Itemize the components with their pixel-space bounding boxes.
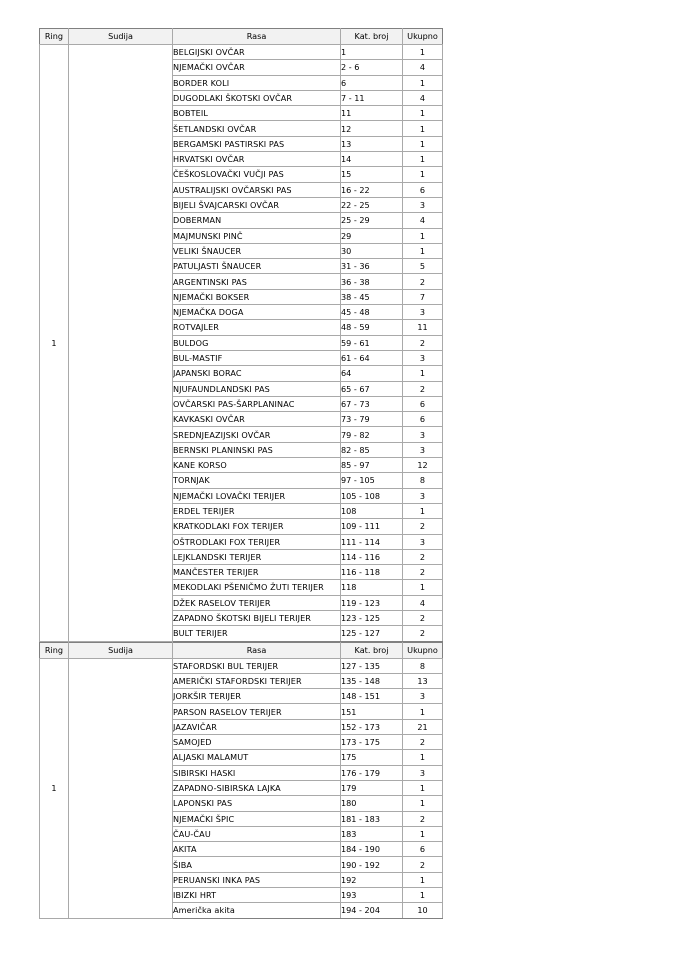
- cell-ukupno: 2: [403, 274, 443, 289]
- cell-rasa: ČEŠKOSLOVAČKI VUČJI PAS: [173, 167, 341, 182]
- cell-ukupno: 3: [403, 197, 443, 212]
- cell-ukupno: 1: [403, 228, 443, 243]
- cell-rasa: ARGENTINSKI PAS: [173, 274, 341, 289]
- cell-kat-broj: 15: [341, 167, 403, 182]
- cell-rasa: ERDEL TERIJER: [173, 503, 341, 518]
- cell-ukupno: 2: [403, 857, 443, 872]
- cell-rasa: NJEMAČKI OVČAR: [173, 60, 341, 75]
- cell-rasa: AKITA: [173, 842, 341, 857]
- cell-rasa: KANE KORSO: [173, 458, 341, 473]
- cell-kat-broj: 36 - 38: [341, 274, 403, 289]
- cell-ukupno: 1: [403, 152, 443, 167]
- cell-rasa: IBIZKI HRT: [173, 888, 341, 903]
- cell-rasa: AMERIČKI STAFORDSKI TERIJER: [173, 673, 341, 688]
- cell-kat-broj: 118: [341, 580, 403, 595]
- cell-kat-broj: 111 - 114: [341, 534, 403, 549]
- cell-kat-broj: 119 - 123: [341, 595, 403, 610]
- cell-kat-broj: 1: [341, 45, 403, 60]
- cell-ukupno: 3: [403, 442, 443, 457]
- cell-kat-broj: 105 - 108: [341, 488, 403, 503]
- cell-kat-broj: 135 - 148: [341, 673, 403, 688]
- cell-ukupno: 4: [403, 60, 443, 75]
- cell-ukupno: 1: [403, 121, 443, 136]
- cell-sudija: [69, 45, 173, 642]
- cell-kat-broj: 109 - 111: [341, 519, 403, 534]
- cell-kat-broj: 22 - 25: [341, 197, 403, 212]
- cell-ukupno: 6: [403, 182, 443, 197]
- cell-ukupno: 1: [403, 45, 443, 60]
- cell-rasa: KRATKODLAKI FOX TERIJER: [173, 519, 341, 534]
- cell-ukupno: 5: [403, 259, 443, 274]
- cell-rasa: OŠTRODLAKI FOX TERIJER: [173, 534, 341, 549]
- cell-kat-broj: 31 - 36: [341, 259, 403, 274]
- cell-sudija: [69, 658, 173, 918]
- cell-kat-broj: 123 - 125: [341, 610, 403, 625]
- column-header-rasa: Rasa: [173, 29, 341, 45]
- cell-rasa: ŠETLANDSKI OVČAR: [173, 121, 341, 136]
- cell-rasa: STAFORDSKI BUL TERIJER: [173, 658, 341, 673]
- cell-kat-broj: 180: [341, 796, 403, 811]
- cell-rasa: NJEMAČKI LOVAČKI TERIJER: [173, 488, 341, 503]
- cell-rasa: BULDOG: [173, 335, 341, 350]
- cell-kat-broj: 173 - 175: [341, 735, 403, 750]
- cell-kat-broj: 116 - 118: [341, 565, 403, 580]
- cell-kat-broj: 7 - 11: [341, 90, 403, 105]
- cell-kat-broj: 125 - 127: [341, 626, 403, 641]
- cell-rasa: ČAU-ČAU: [173, 826, 341, 841]
- cell-ukupno: 1: [403, 780, 443, 795]
- cell-kat-broj: 114 - 116: [341, 549, 403, 564]
- cell-kat-broj: 12: [341, 121, 403, 136]
- cell-rasa: DŽEK RASELOV TERIJER: [173, 595, 341, 610]
- cell-rasa: HRVATSKI OVČAR: [173, 152, 341, 167]
- cell-ukupno: 1: [403, 750, 443, 765]
- cell-ukupno: 8: [403, 658, 443, 673]
- cell-kat-broj: 194 - 204: [341, 903, 403, 918]
- cell-rasa: NJUFAUNDLANDSKI PAS: [173, 381, 341, 396]
- cell-ukupno: 2: [403, 610, 443, 625]
- column-header-sudija: Sudija: [69, 642, 173, 658]
- cell-ukupno: 1: [403, 243, 443, 258]
- cell-kat-broj: 175: [341, 750, 403, 765]
- cell-kat-broj: 97 - 105: [341, 473, 403, 488]
- cell-kat-broj: 152 - 173: [341, 719, 403, 734]
- cell-rasa: SAMOJED: [173, 735, 341, 750]
- cell-ukupno: 6: [403, 396, 443, 411]
- cell-kat-broj: 38 - 45: [341, 289, 403, 304]
- schedule-table-section-1: [39, 28, 443, 642]
- cell-kat-broj: 2 - 6: [341, 60, 403, 75]
- column-header-ring: Ring: [40, 29, 69, 45]
- cell-ukupno: 1: [403, 136, 443, 151]
- cell-ukupno: 1: [403, 503, 443, 518]
- cell-rasa: ROTVAJLER: [173, 320, 341, 335]
- cell-kat-broj: 108: [341, 503, 403, 518]
- cell-ukupno: 3: [403, 350, 443, 365]
- cell-kat-broj: 183: [341, 826, 403, 841]
- cell-kat-broj: 176 - 179: [341, 765, 403, 780]
- cell-rasa: AUSTRALIJSKI OVČARSKI PAS: [173, 182, 341, 197]
- cell-kat-broj: 48 - 59: [341, 320, 403, 335]
- column-header-ukupno: Ukupno: [403, 29, 443, 45]
- cell-rasa: Američka akita: [173, 903, 341, 918]
- column-header-ring: Ring: [40, 642, 69, 658]
- cell-ukupno: 12: [403, 458, 443, 473]
- cell-ukupno: 2: [403, 381, 443, 396]
- cell-rasa: KAVKASKI OVČAR: [173, 412, 341, 427]
- cell-ukupno: 1: [403, 75, 443, 90]
- cell-ukupno: 7: [403, 289, 443, 304]
- cell-ring: 1: [40, 658, 69, 918]
- cell-ukupno: 3: [403, 305, 443, 320]
- table-row: [40, 658, 443, 673]
- column-header-kat-broj: Kat. broj: [341, 642, 403, 658]
- cell-rasa: NJEMAČKA DOGA: [173, 305, 341, 320]
- cell-kat-broj: 13: [341, 136, 403, 151]
- table-header-row: [40, 642, 443, 658]
- cell-ukupno: 1: [403, 888, 443, 903]
- cell-rasa: DUGODLAKI ŠKOTSKI OVČAR: [173, 90, 341, 105]
- cell-ukupno: 3: [403, 689, 443, 704]
- cell-ukupno: 1: [403, 167, 443, 182]
- table-header-row: [40, 29, 443, 45]
- cell-rasa: TORNJAK: [173, 473, 341, 488]
- cell-kat-broj: 82 - 85: [341, 442, 403, 457]
- cell-rasa: PARSON RASELOV TERIJER: [173, 704, 341, 719]
- cell-rasa: BUL-MASTIF: [173, 350, 341, 365]
- column-header-sudija: Sudija: [69, 29, 173, 45]
- cell-ukupno: 4: [403, 595, 443, 610]
- cell-kat-broj: 65 - 67: [341, 381, 403, 396]
- cell-rasa: BERGAMSKI PASTIRSKI PAS: [173, 136, 341, 151]
- cell-ukupno: 2: [403, 335, 443, 350]
- cell-rasa: NJEMAČKI BOKSER: [173, 289, 341, 304]
- cell-rasa: NJEMAČKI ŠPIC: [173, 811, 341, 826]
- schedule-table-container: [39, 28, 442, 919]
- cell-rasa: SIBIRSKI HASKI: [173, 765, 341, 780]
- cell-ukupno: 1: [403, 366, 443, 381]
- cell-ukupno: 6: [403, 842, 443, 857]
- cell-kat-broj: 67 - 73: [341, 396, 403, 411]
- cell-ukupno: 2: [403, 519, 443, 534]
- cell-kat-broj: 73 - 79: [341, 412, 403, 427]
- cell-ukupno: 2: [403, 565, 443, 580]
- cell-rasa: MANČESTER TERIJER: [173, 565, 341, 580]
- cell-rasa: BOBTEIL: [173, 106, 341, 121]
- cell-kat-broj: 85 - 97: [341, 458, 403, 473]
- cell-rasa: OVČARSKI PAS-ŠARPLANINAC: [173, 396, 341, 411]
- column-header-rasa: Rasa: [173, 642, 341, 658]
- cell-ring: 1: [40, 45, 69, 642]
- cell-rasa: ALJASKI MALAMUT: [173, 750, 341, 765]
- cell-rasa: PATULJASTI ŠNAUCER: [173, 259, 341, 274]
- cell-rasa: ZAPADNO ŠKOTSKI BIJELI TERIJER: [173, 610, 341, 625]
- cell-kat-broj: 193: [341, 888, 403, 903]
- cell-ukupno: 2: [403, 549, 443, 564]
- cell-kat-broj: 29: [341, 228, 403, 243]
- table-row: [40, 45, 443, 60]
- cell-ukupno: 4: [403, 213, 443, 228]
- cell-rasa: MEKODLAKI PŠENIČMO ŽUTI TERIJER: [173, 580, 341, 595]
- schedule-table-section-2: [39, 642, 443, 919]
- cell-kat-broj: 181 - 183: [341, 811, 403, 826]
- column-header-kat-broj: Kat. broj: [341, 29, 403, 45]
- cell-rasa: DOBERMAN: [173, 213, 341, 228]
- cell-kat-broj: 6: [341, 75, 403, 90]
- cell-rasa: ZAPADNO-SIBIRSKA LAJKA: [173, 780, 341, 795]
- cell-kat-broj: 79 - 82: [341, 427, 403, 442]
- cell-kat-broj: 16 - 22: [341, 182, 403, 197]
- cell-ukupno: 1: [403, 106, 443, 121]
- cell-rasa: BERNSKI PLANINSKI PAS: [173, 442, 341, 457]
- cell-ukupno: 3: [403, 534, 443, 549]
- cell-kat-broj: 190 - 192: [341, 857, 403, 872]
- cell-ukupno: 13: [403, 673, 443, 688]
- cell-kat-broj: 151: [341, 704, 403, 719]
- cell-ukupno: 2: [403, 626, 443, 641]
- cell-ukupno: 10: [403, 903, 443, 918]
- cell-kat-broj: 25 - 29: [341, 213, 403, 228]
- cell-rasa: JAPANSKI BORAC: [173, 366, 341, 381]
- cell-ukupno: 1: [403, 872, 443, 887]
- cell-rasa: JAZAVIČAR: [173, 719, 341, 734]
- cell-ukupno: 6: [403, 412, 443, 427]
- cell-kat-broj: 45 - 48: [341, 305, 403, 320]
- cell-ukupno: 8: [403, 473, 443, 488]
- cell-ukupno: 11: [403, 320, 443, 335]
- cell-rasa: PERUANSKI INKA PAS: [173, 872, 341, 887]
- cell-rasa: ŠIBA: [173, 857, 341, 872]
- cell-kat-broj: 30: [341, 243, 403, 258]
- cell-ukupno: 2: [403, 811, 443, 826]
- cell-rasa: BORDER KOLI: [173, 75, 341, 90]
- cell-kat-broj: 61 - 64: [341, 350, 403, 365]
- cell-ukupno: 3: [403, 488, 443, 503]
- cell-ukupno: 1: [403, 580, 443, 595]
- cell-rasa: BELGIJSKI OVČAR: [173, 45, 341, 60]
- cell-kat-broj: 127 - 135: [341, 658, 403, 673]
- column-header-ukupno: Ukupno: [403, 642, 443, 658]
- cell-ukupno: 21: [403, 719, 443, 734]
- cell-ukupno: 3: [403, 427, 443, 442]
- cell-kat-broj: 59 - 61: [341, 335, 403, 350]
- cell-ukupno: 1: [403, 826, 443, 841]
- cell-kat-broj: 192: [341, 872, 403, 887]
- cell-rasa: SREDNJEAZIJSKI OVČAR: [173, 427, 341, 442]
- cell-ukupno: 1: [403, 796, 443, 811]
- cell-ukupno: 2: [403, 735, 443, 750]
- cell-kat-broj: 148 - 151: [341, 689, 403, 704]
- cell-kat-broj: 179: [341, 780, 403, 795]
- cell-kat-broj: 184 - 190: [341, 842, 403, 857]
- cell-rasa: MAJMUNSKI PINČ: [173, 228, 341, 243]
- cell-rasa: VELIKI ŠNAUCER: [173, 243, 341, 258]
- cell-ukupno: 4: [403, 90, 443, 105]
- cell-kat-broj: 64: [341, 366, 403, 381]
- cell-ukupno: 3: [403, 765, 443, 780]
- cell-ukupno: 1: [403, 704, 443, 719]
- cell-rasa: BULT TERIJER: [173, 626, 341, 641]
- cell-kat-broj: 11: [341, 106, 403, 121]
- cell-kat-broj: 14: [341, 152, 403, 167]
- cell-rasa: LAPONSKI PAS: [173, 796, 341, 811]
- cell-rasa: LEJKLANDSKI TERIJER: [173, 549, 341, 564]
- cell-rasa: BIJELI ŠVAJCARSKI OVČAR: [173, 197, 341, 212]
- cell-rasa: JORKŠIR TERIJER: [173, 689, 341, 704]
